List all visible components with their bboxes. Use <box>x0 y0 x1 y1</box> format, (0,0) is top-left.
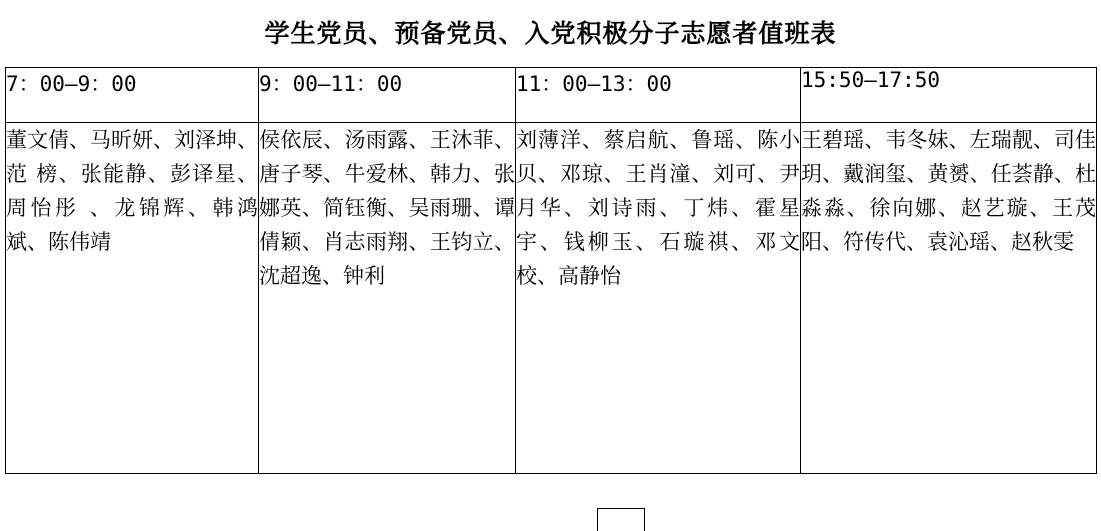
duty-schedule-table <box>5 67 1097 474</box>
cell-volunteers-shift-2: 侯依辰、汤雨露、王沐菲、唐子琴、牛爱林、韩力、张娜英、简钰衡、吴雨珊、谭倩颖、肖志雨翔、王钧立、沈超逸、钟利 <box>259 122 516 473</box>
page-title: 学生党员、预备党员、入党积极分子志愿者值班表 <box>264 19 837 48</box>
cell-volunteers-shift-4: 王碧瑶、韦冬妹、左瑞靓、司佳玥、戴润玺、黄赟、任荟静、杜淼淼、徐向娜、赵艺璇、王茂阳、符传代、袁沁瑶、赵秋雯 <box>801 122 1097 473</box>
page-bottom-cell-fragment <box>597 508 645 531</box>
table-header-row <box>6 67 1097 122</box>
cell-volunteers-shift-1: 董文倩、马昕妍、刘泽坤、范 榜、张能静、彭译星、周怡彤 、龙锦辉、韩鸿斌、陈伟靖 <box>6 122 259 473</box>
table-row <box>6 122 1097 473</box>
column-header-shift-4: 15:50—17:50 <box>801 67 1097 122</box>
cell-volunteers-shift-3: 刘薄洋、蔡启航、鲁瑶、陈小贝、邓琼、王肖潼、刘可、尹月华、刘诗雨、丁炜、霍星宇、钱柳玉、石璇祺、邓文校、高静怡 <box>516 122 801 473</box>
column-header-shift-2: 9：00—11：00 <box>259 67 516 122</box>
column-header-shift-1: 7：00—9：00 <box>6 67 259 122</box>
column-header-shift-3: 11：00—13：00 <box>516 67 801 122</box>
